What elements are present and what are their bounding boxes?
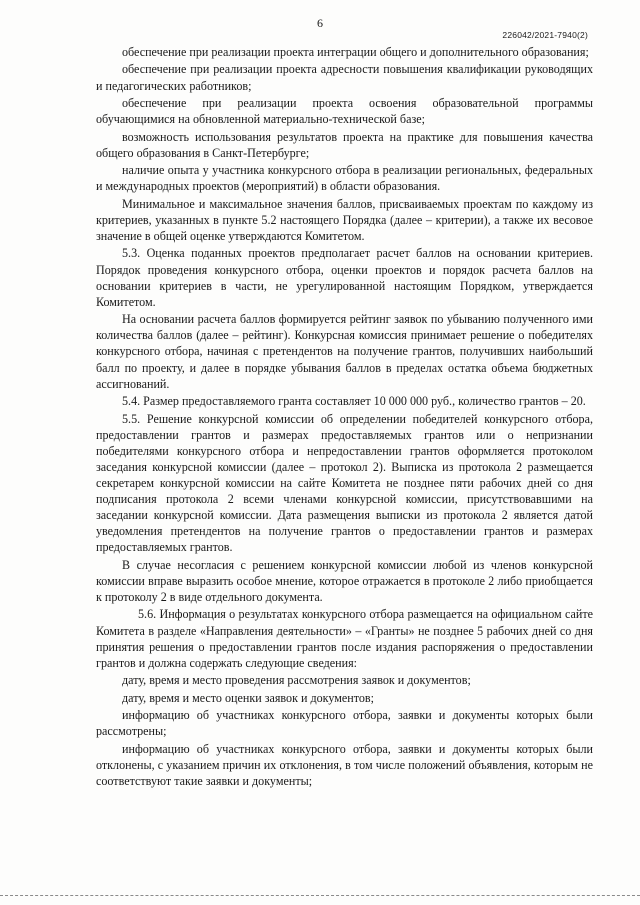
scan-edge-line <box>0 895 640 896</box>
page-number: 6 <box>317 16 323 30</box>
paragraph: 5.5. Решение конкурсной комиссии об определении победителей конкурсного отбора, предоставлении грантов и размерах предоставляемых грантов или о непризнании победителями конкурсного отбора и непредоставлении грантов оформляется протоколом заседания конкурсной комиссии (далее – протокол 2). Выписка из протокола 2 размещается секретарем конкурсной комиссии на сайте Комитета не позднее пяти рабочих дней со дня подписания протокола 2 всеми членами конкурсной комиссии, присутствовавшими на заседании конкурсной комиссии. Дата размещения выписки из протокола 2 является датой уведомления претендентов на получение грантов о предоставлении грантов и размерах предоставляемых грантов. <box>96 411 593 555</box>
paragraph: возможность использования результатов проекта на практике для повышения качества общего образования в Санкт-Петербурге; <box>96 129 593 160</box>
paragraph: обеспечение при реализации проекта интеграции общего и дополнительного образования; <box>122 45 589 59</box>
document-body <box>96 44 593 790</box>
paragraph: обеспечение при реализации проекта освоения образовательной программы обучающимися на обновленной материально-технической базе; <box>96 96 593 127</box>
paragraph: В случае несогласия с решением конкурсной комиссии любой из членов конкурсной комиссии вправе выразить особое мнение, которое отражается в протоколе 2 либо приобщается к протоколу 2 в виде отдельного документа. <box>96 557 593 604</box>
document-id: 226042/2021-7940(2) <box>502 30 588 40</box>
paragraph: На основании расчета баллов формируется рейтинг заявок по убыванию полученного ими количества баллов (далее – рейтинг). Конкурсная комиссия принимает решение о победителях конкурсного отбора, начиная с претендентов на получение грантов, получивших наибольший балл по проекту, и далее в порядке убывания баллов в пределах остатка объема бюджетных ассигнований. <box>96 312 593 391</box>
paragraph: Минимальное и максимальное значения баллов, присваиваемых проектам по каждому из критериев, указанных в пункте 5.2 настоящего Порядка (далее – критерии), а также их весовое значение в общей оценке утверждаются Комитетом. <box>96 196 593 243</box>
paragraph: информацию об участниках конкурсного отбора, заявки и документы которых были отклонены, с указанием причин их отклонения, в том числе положений объявления, которым не соответствуют такие заявки и документы; <box>96 741 593 788</box>
paragraph: наличие опыта у участника конкурсного отбора в реализации региональных, федеральных и международных проектов (мероприятий) в области образования. <box>96 163 593 194</box>
paragraph: информацию об участниках конкурсного отбора, заявки и документы которых были рассмотрены; <box>96 708 593 739</box>
paragraph: 5.6. Информация о результатах конкурсного отбора размещается на официальном сайте Комитета в разделе «Направления деятельности» – «Гранты» не позднее 5 рабочих дней со дня принятия решения о предоставлении грантов после издания распоряжения о предоставлении грантов и должна содержать следующие сведения: <box>96 607 593 670</box>
paragraph: 5.4. Размер предоставляемого гранта составляет 10 000 000 руб., количество грантов – 20. <box>122 394 586 409</box>
paragraph: 5.3. Оценка поданных проектов предполагает расчет баллов на основании критериев. Порядок проведения конкурсного отбора, оценки проектов и порядок расчета баллов на основании критериев в части, не урегулированной настоящим Порядком, утверждается Комитетом. <box>96 246 593 309</box>
paragraph: обеспечение при реализации проекта адресности повышения квалификации руководящих и педагогических работников; <box>96 62 593 93</box>
paragraph: дату, время и место проведения рассмотрения заявок и документов; <box>122 673 471 688</box>
paragraph: дату, время и место оценки заявок и документов; <box>122 690 374 705</box>
